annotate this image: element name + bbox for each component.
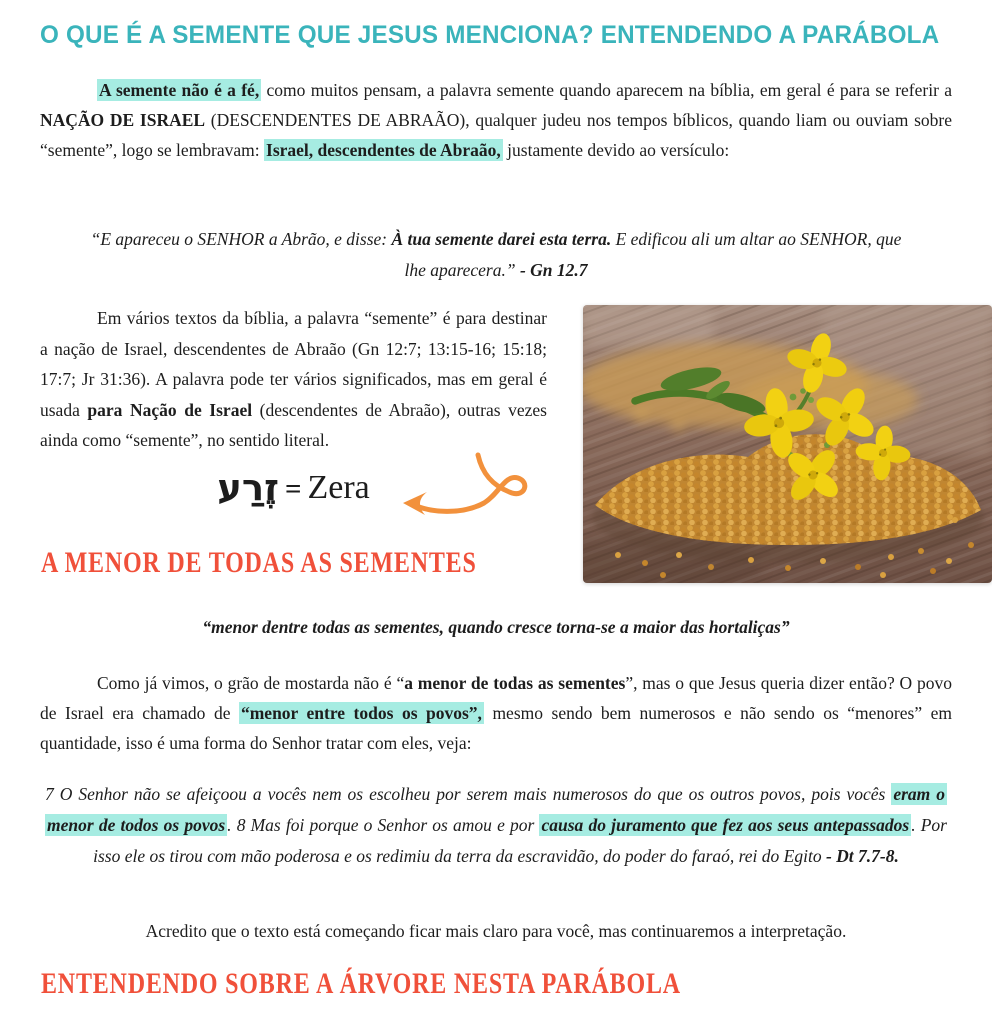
highlight-israel-descendentes: Israel, descendentes de Abraão, [266, 140, 501, 160]
section-heading-arvore-parabola: ENTENDENDO SOBRE A ÁRVORE NESTA PARÁBOLA [41, 967, 681, 1000]
seed-meaning-bold: para Nação de Israel [87, 399, 253, 420]
seed-meaning-text-1: Em vários textos da bíblia, a palavra “semente” é para destinar a nação de Israel, descendentes de Abraão (Gn 12:7; 13:15-16; 15:18; 17:7; Jr 31:36). A palavra pode ter vários significados, mas em geral é usada [40, 308, 547, 420]
verse-gn-bold: À tua semente darei esta terra. [391, 229, 612, 249]
parable-quote: “menor dentre todas as sementes, quando cresce torna-se a maior das hortaliças” [202, 617, 790, 637]
intro-paragraph [40, 75, 952, 165]
verse-gn-text-1: “E apareceu o SENHOR a Abrão, e disse: [90, 229, 392, 249]
seed-meaning-paragraph [40, 303, 547, 456]
verse-deuteronomy-7-7-8 [45, 779, 947, 872]
hand-drawn-arrow-icon [398, 452, 532, 526]
equals-sign: = [284, 472, 302, 505]
verse-gn-text-2: E edificou ali um altar ao SENHOR, que lhe aparecera.” [404, 229, 902, 280]
section-heading-menor-sementes: A MENOR DE TODAS AS SEMENTES [41, 546, 477, 579]
page-title: O QUE É A SEMENTE QUE JESUS MENCIONA? ENTENDENDO A PARÁBOLA [40, 21, 940, 49]
mustard-seeds-photo [583, 305, 992, 583]
highlight-juramento-antepassados: causa do juramento que fez aos seus antepassados [541, 815, 910, 835]
arrow-doodle-svg [398, 452, 532, 526]
hebrew-word-zera: זֶרַע [217, 465, 279, 509]
verse-dt-text-1: 7 O Senhor não se afeiçoou a vocês nem os escolheu por serem mais numerosos do que os outros povos, pois vocês [45, 784, 892, 804]
verse-gn-reference: - Gn 12.7 [519, 260, 588, 280]
highlight-eram-o-menor: eram o menor de todos os povos [47, 784, 945, 835]
seed-meaning-text-2: (descendentes de Abraão), outras vezes ainda como “semente”, no sentido literal. [40, 399, 547, 450]
highlight-menor-entre-povos: “menor entre todos os povos”, [240, 703, 482, 723]
mustard-photo-illustration [583, 305, 992, 583]
intro-text-3: justamente devido ao versículo: [502, 140, 730, 160]
intro-text-1: como muitos pensam, a palavra semente quando aparecem na bíblia, em geral é para se referir a [261, 80, 952, 100]
mostarda-text-2: ”, mas o que Jesus queria dizer então? O povo de Israel era chamado de [40, 673, 952, 723]
zera-transliteration: Zera [307, 468, 370, 506]
intro-text-2: (DESCENDENTES DE ABRAÃO), qualquer judeu nos tempos bíblicos, quando liam ou ouviam sobre “semente”, logo se lembravam: [40, 110, 952, 160]
mostarda-bold-menor-sementes: a menor de todas as sementes [404, 673, 626, 693]
verse-genesis-12-7 [88, 224, 904, 286]
verse-dt-text-3: . Por isso ele os tirou com mão poderosa e os redimiu da terra da escravidão, do poder do faraó, rei do Egito [93, 815, 947, 866]
mostarda-paragraph [40, 668, 952, 758]
intro-bold-nacao-de-israel: NAÇÃO DE ISRAEL [40, 110, 206, 130]
closing-sentence: Acredito que o texto está começando ficar mais claro para você, mas continuaremos a interpretação. [145, 921, 847, 941]
verse-dt-text-2: . 8 Mas foi porque o Senhor os amou e por [227, 815, 540, 835]
verse-dt-reference: - Dt 7.7-8. [825, 846, 899, 866]
mostarda-text-1: Como já vimos, o grão de mostarda não é “ [97, 673, 405, 693]
highlight-semente-nao-e-fe: A semente não é a fé, [99, 80, 260, 100]
mostarda-text-3: mesmo sendo bem numerosos e não sendo os “menores” em quantidade, isso é uma forma do Senhor tratar com eles, veja: [40, 703, 952, 753]
